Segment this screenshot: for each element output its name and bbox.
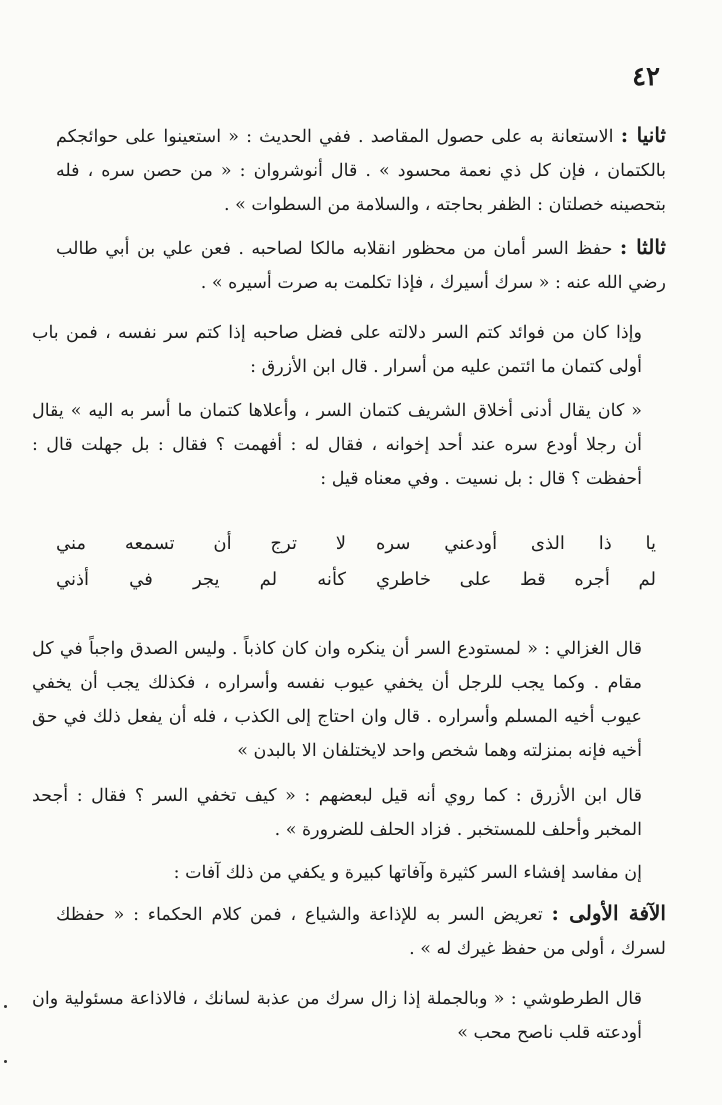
paragraph-body: الاستعانة به على حصول المقاصد . ففي الحديث : « استعينوا على حوائجكم بالكتمان ، فإن كل ذي نعمة محسود » . قال أنوشروان : « من حصن سره ، فله بتحصينه خصلتان : الظفر بحاجته ، والسلامة من السطوات » . bbox=[56, 127, 666, 215]
paragraph-turtushi: قال الطرطوشي : « وبالجملة إذا زال سرك من عذبة لسانك ، فالاذاعة مسئولية وان أودعته قلب ناصح محب » bbox=[32, 989, 642, 1043]
page-number: ٤٢ bbox=[632, 62, 660, 92]
poem-verses bbox=[56, 526, 666, 598]
paragraph-ibn-azraq-intro: وإذا كان من فوائد كتم السر دلالته على فضل صاحبه إذا كتم سر نفسه ، فمن باب أولى كتمان ما ائتمن عليه من أسرار . قال ابن الأزرق : bbox=[32, 323, 642, 377]
scan-speck bbox=[4, 1005, 7, 1008]
paragraph-second-benefit bbox=[56, 118, 666, 222]
scan-speck bbox=[4, 1060, 7, 1063]
poem-hemistich: لا ترج أن تسمعه مني bbox=[56, 533, 346, 554]
poem-verse bbox=[56, 526, 666, 562]
paragraph-body: حفظ السر أمان من محظور انقلابه مالكا لصاحبه . فعن علي بن أبي طالب رضي الله عنه : « سرك أسيرك ، فإذا تكلمت به صرت أسيره » . bbox=[56, 239, 666, 293]
paragraph-first-harm bbox=[56, 896, 666, 966]
paragraph-label: ثالثا : bbox=[619, 235, 666, 259]
poem-hemistich: يا ذا الذى أودعني سره bbox=[376, 533, 656, 554]
paragraph-label: الآفة الأولى : bbox=[551, 901, 666, 925]
paragraph-quote-noble-manners: « كان يقال أدنى أخلاق الشريف كتمان السر ، وأعلاها كتمان ما أسر به اليه » يقال أن رجلا أودع سره عند أحد إخوانه ، فقال له : أفهمت ؟ فقال : بل جهلت قال : أحفظت ؟ قال : بل نسيت . وفي معناه قيل : bbox=[32, 401, 642, 489]
paragraph-body: تعريض السر به للإذاعة والشياع ، فمن كلام الحكماء : « حفظك لسرك ، أولى من حفظ غيرك له » . bbox=[56, 905, 666, 959]
paragraph-label: ثانيا : bbox=[620, 123, 667, 147]
poem-verse bbox=[56, 562, 666, 598]
paragraph-ghazali: قال الغزالي : « لمستودع السر أن ينكره وان كان كاذباً . وليس الصدق واجباً في كل مقام . وكما يجب للرجل أن يخفي عيوب نفسه وأسراره ، فكذلك يجب أن يخفي عيوب أخيه المسلم وأسراره . قال وان احتاج إلى الكذب ، فله أن يفعل ذلك في حق أخيه فإنه بمنزلته وهما شخص واحد لايختلفان الا بالبدن » bbox=[32, 639, 642, 761]
paragraph-harms-intro: إن مفاسد إفشاء السر كثيرة وآفاتها كبيرة و يكفي من ذلك آفات : bbox=[173, 863, 642, 883]
paragraph-ibn-azraq-hiding: قال ابن الأزرق : كما روي أنه قيل لبعضهم : « كيف تخفي السر ؟ فقال : أجحد المخبر وأحلف للمستخبر . فزاد الحلف للضرورة » . bbox=[32, 786, 642, 840]
poem-hemistich: كأنه لم يجر في أذني bbox=[56, 569, 346, 590]
poem-hemistich: لم أجره قط على خاطري bbox=[376, 569, 656, 590]
paragraph-third-benefit bbox=[56, 230, 666, 300]
